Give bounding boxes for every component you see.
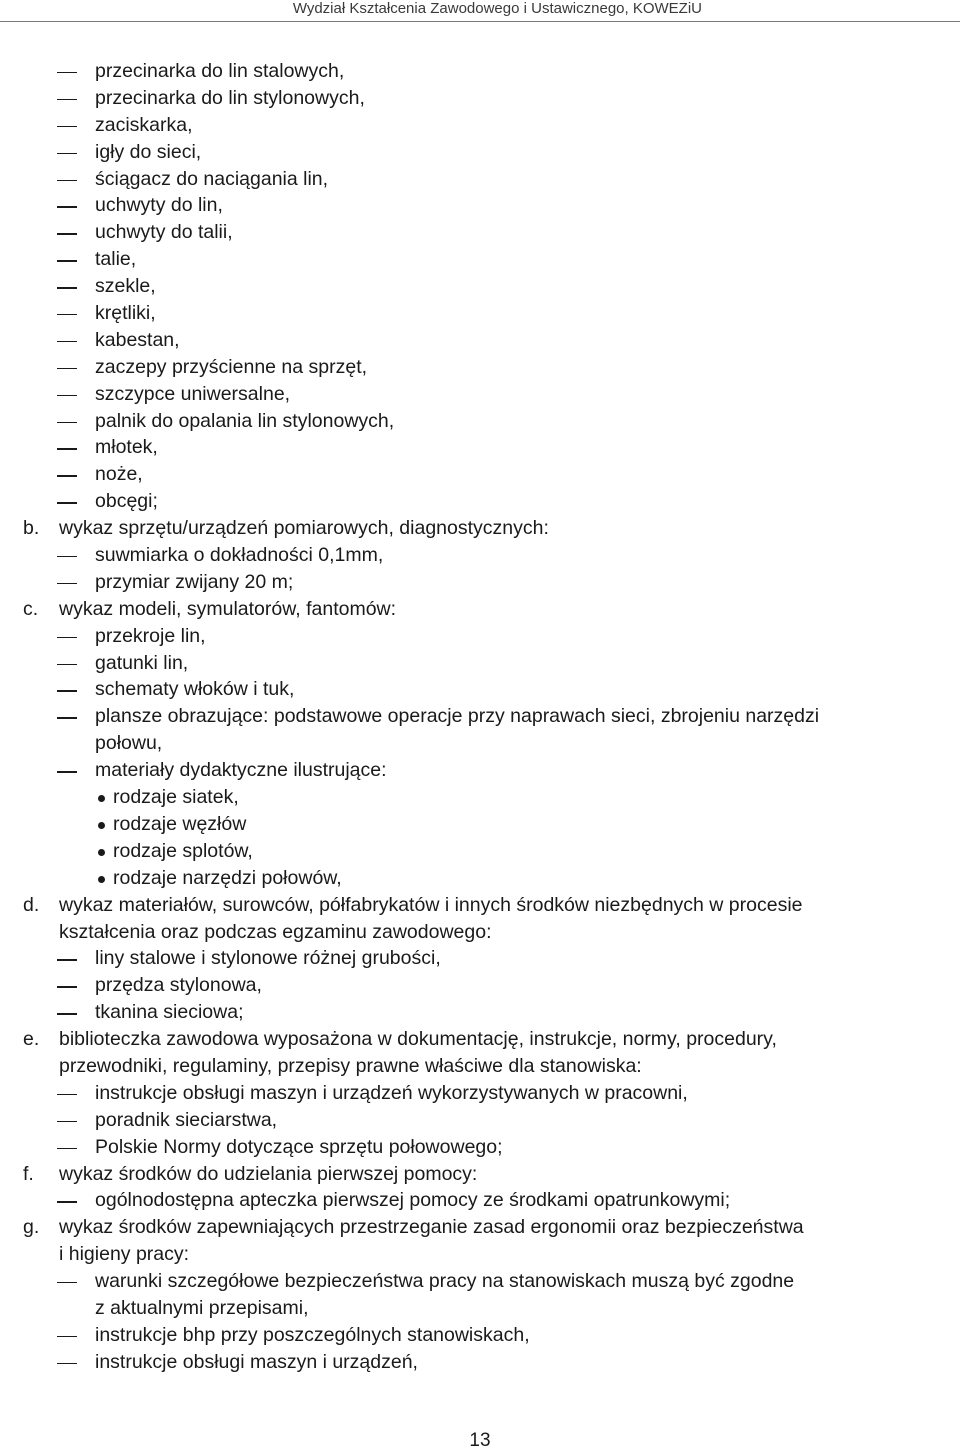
- list-item-text: talie,: [95, 248, 137, 271]
- section-heading: [0, 892, 960, 919]
- dash-marker: [57, 99, 77, 100]
- list-item-text: przecinarka do lin stalowych,: [95, 60, 345, 82]
- list-item: [0, 623, 960, 650]
- section-heading: [0, 1026, 960, 1053]
- section-heading-continuation: [0, 1053, 960, 1080]
- list-item-text: tkanina sieciowa;: [95, 1001, 244, 1024]
- dash-marker: [57, 422, 77, 423]
- page-header: [0, 0, 960, 20]
- dash-marker: [57, 959, 77, 960]
- section-letter: f.: [23, 1162, 34, 1185]
- list-item-text: warunki szczegółowe bezpieczeństwa pracy na stanowiskach muszą być zgodne: [95, 1270, 795, 1293]
- dash-marker: [57, 1013, 77, 1014]
- bullet-item-text: rodzaje siatek,: [113, 786, 239, 809]
- dash-marker: [57, 180, 77, 181]
- list-item-text: noże,: [95, 463, 143, 486]
- list-item: [0, 219, 960, 246]
- list-item-text: igły do sieci,: [95, 140, 202, 163]
- bullet-item: [0, 865, 960, 892]
- dash-marker: [57, 637, 77, 638]
- dash-marker: [57, 1094, 77, 1095]
- list-item-text: przecinarka do lin stylonowych,: [95, 86, 365, 109]
- list-item-text: gatunki lin,: [95, 651, 189, 674]
- list-item-text: materiały dydaktyczne ilustrujące:: [95, 759, 387, 782]
- list-item: [0, 569, 960, 596]
- dash-marker: [57, 717, 77, 718]
- section-heading: [0, 596, 960, 623]
- bullet-item: [0, 784, 960, 811]
- list-item: [0, 1107, 960, 1134]
- list-item: [0, 972, 960, 999]
- list-item: [0, 327, 960, 354]
- bullet-icon: [98, 876, 105, 883]
- section-title: kształcenia oraz podczas egzaminu zawodowego:: [59, 920, 492, 943]
- list-item: [0, 999, 960, 1026]
- section-letter: b.: [23, 517, 40, 540]
- list-item-continuation: [0, 1295, 960, 1322]
- list-item: [0, 945, 960, 972]
- list-item-text: uchwyty do lin,: [95, 194, 223, 217]
- list-item-text: ogólnodostępna apteczka pierwszej pomocy ze środkami opatrunkowymi;: [95, 1189, 731, 1212]
- list-item: [0, 1349, 960, 1376]
- list-item-text: kabestan,: [95, 328, 180, 351]
- list-item: [0, 757, 960, 784]
- dash-marker: [57, 690, 77, 691]
- dash-marker: [57, 153, 77, 154]
- list-item: [0, 1268, 960, 1295]
- section-heading-continuation: [0, 1241, 960, 1268]
- list-item-text: przekroje lin,: [95, 624, 206, 647]
- list-item: [0, 1187, 960, 1214]
- dash-marker: [57, 664, 77, 665]
- dash-marker: [57, 287, 77, 288]
- list-item-text: instrukcje obsługi maszyn i urządzeń,: [95, 1350, 418, 1373]
- list-item-text: poradnik sieciarstwa,: [95, 1108, 278, 1131]
- page-number: 13: [469, 1430, 491, 1451]
- list-item: [0, 461, 960, 488]
- list-item: [0, 192, 960, 219]
- section-letter: d.: [23, 893, 40, 916]
- list-item: [0, 58, 960, 85]
- bullet-item: [0, 838, 960, 865]
- list-item-text: przymiar zwijany 20 m;: [95, 570, 294, 593]
- list-item-text: plansze obrazujące: podstawowe operacje przy naprawach sieci, zbrojeniu narzędzi: [95, 705, 820, 728]
- list-item-text: szczypce uniwersalne,: [95, 382, 291, 405]
- dash-marker: [57, 368, 77, 369]
- list-item: [0, 354, 960, 381]
- dash-marker: [57, 260, 77, 261]
- list-item: [0, 434, 960, 461]
- list-item: [0, 408, 960, 435]
- bullet-icon: [98, 849, 105, 856]
- bullet-item-text: rodzaje splotów,: [113, 839, 253, 862]
- dash-marker: [57, 1363, 77, 1364]
- list-item-text: przędza stylonowa,: [95, 974, 262, 997]
- dash-marker: [57, 556, 77, 557]
- dash-marker: [57, 771, 77, 772]
- dash-marker: [57, 502, 77, 503]
- dash-marker: [57, 126, 77, 127]
- section-title: wykaz środków zapewniających przestrzeganie zasad ergonomii oraz bezpieczeństwa: [59, 1216, 804, 1239]
- list-item: [0, 381, 960, 408]
- section-title: wykaz modeli, symulatorów, fantomów:: [59, 597, 397, 620]
- list-item: [0, 246, 960, 273]
- list-item-text: instrukcje obsługi maszyn i urządzeń wykorzystywanych w pracowni,: [95, 1081, 688, 1104]
- list-item-text: z aktualnymi przepisami,: [95, 1296, 309, 1319]
- section-heading: [0, 515, 960, 542]
- dash-marker: [57, 341, 77, 342]
- list-item: [0, 1080, 960, 1107]
- section-letter: g.: [23, 1216, 40, 1239]
- list-item-continuation: [0, 730, 960, 757]
- list-item-text: zaciskarka,: [95, 113, 193, 136]
- list-item: [0, 273, 960, 300]
- header-divider: [0, 21, 960, 22]
- list-item-text: Polskie Normy dotyczące sprzętu połowowego;: [95, 1135, 503, 1158]
- list-item: [0, 676, 960, 703]
- section-letter: c.: [23, 597, 39, 620]
- header-title: Wydział Kształcenia Zawodowego i Ustawicznego, KOWEZiU: [292, 0, 702, 17]
- dash-marker: [57, 206, 77, 207]
- dash-marker: [57, 1121, 77, 1122]
- list-item: [0, 85, 960, 112]
- section-title: przewodniki, regulaminy, przepisy prawne właściwe dla stanowiska:: [59, 1054, 642, 1077]
- list-item-text: ściągacz do naciągania lin,: [95, 167, 329, 190]
- dash-marker: [57, 233, 77, 234]
- dash-marker: [57, 1148, 77, 1149]
- list-item-text: połowu,: [95, 732, 163, 755]
- section-title: biblioteczka zawodowa wyposażona w dokumentację, instrukcje, normy, procedury,: [59, 1028, 777, 1051]
- list-item: [0, 1134, 960, 1161]
- list-item-text: krętliki,: [95, 302, 156, 325]
- section-title: wykaz środków do udzielania pierwszej pomocy:: [59, 1162, 478, 1185]
- list-item-text: szekle,: [95, 275, 156, 298]
- list-item: [0, 166, 960, 193]
- list-item-text: schematy włoków i tuk,: [95, 678, 295, 701]
- list-item-text: uchwyty do talii,: [95, 221, 233, 244]
- dash-marker: [57, 475, 77, 476]
- section-title: wykaz sprzętu/urządzeń pomiarowych, diagnostycznych:: [59, 517, 549, 540]
- bullet-item-text: rodzaje narzędzi połowów,: [113, 866, 342, 889]
- list-item: [0, 112, 960, 139]
- bullet-icon: [98, 795, 105, 802]
- section-heading: [0, 1161, 960, 1188]
- section-heading-continuation: [0, 919, 960, 946]
- dash-marker: [57, 1282, 77, 1283]
- dash-marker: [57, 986, 77, 987]
- dash-marker: [57, 314, 77, 315]
- list-item-text: liny stalowe i stylonowe różnej grubości,: [95, 947, 441, 970]
- dash-marker: [57, 1201, 77, 1202]
- list-item: [0, 1322, 960, 1349]
- list-item-text: młotek,: [95, 436, 158, 459]
- list-item-text: palnik do opalania lin stylonowych,: [95, 409, 395, 432]
- document-body: [0, 58, 960, 1376]
- list-item: [0, 542, 960, 569]
- dash-marker: [57, 1336, 77, 1337]
- bullet-item: [0, 811, 960, 838]
- section-letter: e.: [23, 1028, 40, 1051]
- list-item-text: instrukcje bhp przy poszczególnych stanowiskach,: [95, 1323, 530, 1346]
- list-item-text: zaczepy przyścienne na sprzęt,: [95, 355, 368, 378]
- list-item: [0, 139, 960, 166]
- dash-marker: [57, 395, 77, 396]
- list-item: [0, 703, 960, 730]
- list-item-text: suwmiarka o dokładności 0,1mm,: [95, 544, 384, 567]
- dash-marker: [57, 448, 77, 449]
- list-item: [0, 300, 960, 327]
- section-title: i higieny pracy:: [59, 1243, 190, 1266]
- section-title: wykaz materiałów, surowców, półfabrykatów i innych środków niezbędnych w procesie: [59, 893, 803, 916]
- list-item: [0, 488, 960, 515]
- section-heading: [0, 1214, 960, 1241]
- dash-marker: [57, 583, 77, 584]
- bullet-item-text: rodzaje węzłów: [113, 812, 247, 835]
- list-item: [0, 650, 960, 677]
- list-item-text: obcęgi;: [95, 490, 158, 513]
- bullet-icon: [98, 822, 105, 829]
- dash-marker: [57, 72, 77, 73]
